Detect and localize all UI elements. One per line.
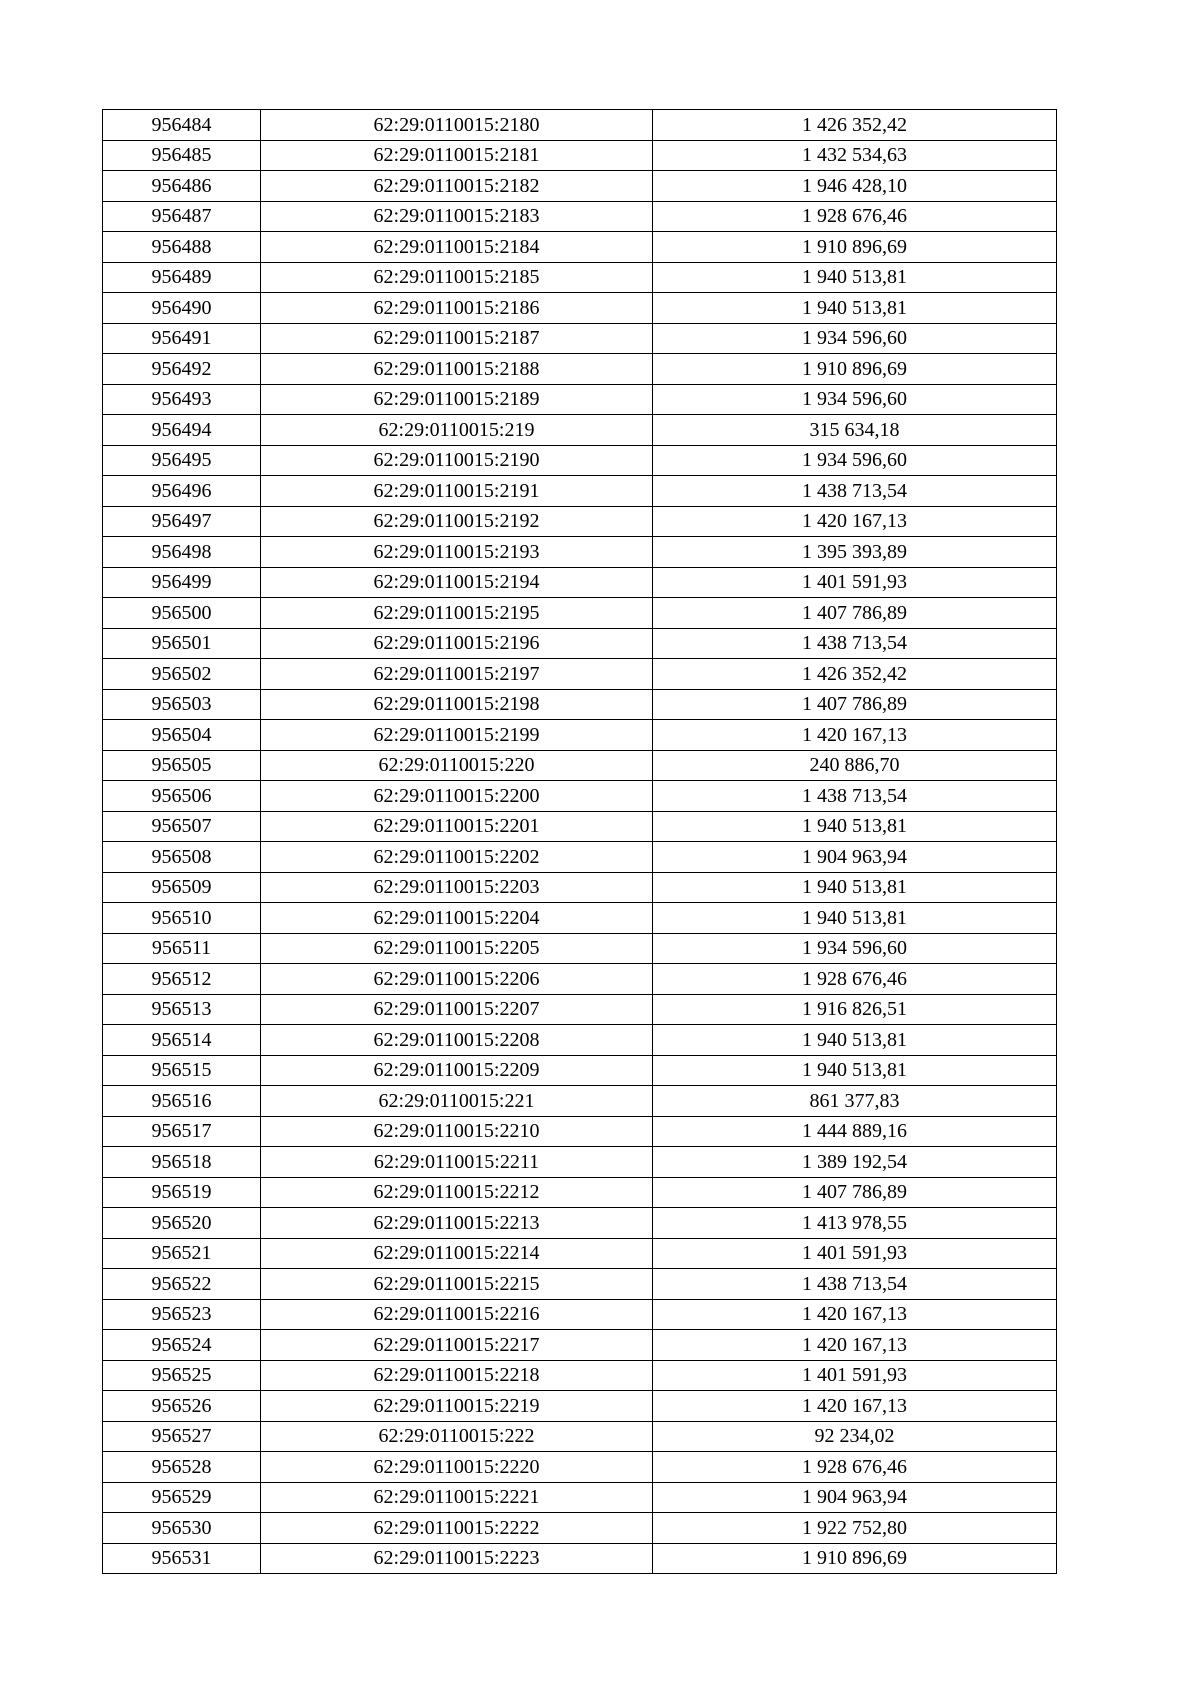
cadastral-number-cell: 62:29:0110015:2187 [261,323,653,354]
row-number-cell: 956493 [103,384,261,415]
cadastral-number-cell: 62:29:0110015:221 [261,1086,653,1117]
row-number-cell: 956498 [103,537,261,568]
table-row [103,293,1057,324]
cadastral-number-cell: 62:29:0110015:222 [261,1421,653,1452]
cadastral-number-cell: 62:29:0110015:2196 [261,628,653,659]
row-number-cell: 956501 [103,628,261,659]
cadastral-number-cell: 62:29:0110015:2188 [261,354,653,385]
row-number-cell: 956491 [103,323,261,354]
cadastral-number-cell: 62:29:0110015:2206 [261,964,653,995]
cadastral-value-cell: 1 916 826,51 [653,994,1057,1025]
table-row [103,567,1057,598]
row-number-cell: 956529 [103,1482,261,1513]
cadastral-number-cell: 62:29:0110015:2201 [261,811,653,842]
table-row [103,659,1057,690]
cadastral-number-cell: 62:29:0110015:2191 [261,476,653,507]
row-number-cell: 956503 [103,689,261,720]
row-number-cell: 956485 [103,140,261,171]
row-number-cell: 956494 [103,415,261,446]
table-row [103,1208,1057,1239]
cadastral-value-cell: 1 407 786,89 [653,689,1057,720]
row-number-cell: 956509 [103,872,261,903]
cadastral-value-cell: 1 401 591,93 [653,1238,1057,1269]
row-number-cell: 956527 [103,1421,261,1452]
cadastral-number-cell: 62:29:0110015:220 [261,750,653,781]
table-row [103,201,1057,232]
cadastral-number-cell: 62:29:0110015:2204 [261,903,653,934]
cadastral-number-cell: 62:29:0110015:2215 [261,1269,653,1300]
table-row [103,476,1057,507]
cadastral-number-cell: 62:29:0110015:2216 [261,1299,653,1330]
table-row [103,171,1057,202]
row-number-cell: 956506 [103,781,261,812]
table-row [103,354,1057,385]
cadastral-value-cell: 1 413 978,55 [653,1208,1057,1239]
table-row [103,1330,1057,1361]
table-row [103,110,1057,141]
cadastral-value-cell: 1 438 713,54 [653,781,1057,812]
cadastral-value-cell: 1 940 513,81 [653,811,1057,842]
cadastral-value-cell: 1 401 591,93 [653,567,1057,598]
cadastral-number-cell: 62:29:0110015:219 [261,415,653,446]
row-number-cell: 956531 [103,1543,261,1574]
table-row [103,1086,1057,1117]
cadastral-value-cell: 1 904 963,94 [653,842,1057,873]
cadastral-number-cell: 62:29:0110015:2193 [261,537,653,568]
table-row [103,1452,1057,1483]
cadastral-value-cell: 1 910 896,69 [653,1543,1057,1574]
cadastral-number-cell: 62:29:0110015:2203 [261,872,653,903]
cadastral-number-cell: 62:29:0110015:2211 [261,1147,653,1178]
cadastral-value-cell: 1 910 896,69 [653,354,1057,385]
row-number-cell: 956528 [103,1452,261,1483]
table-row [103,140,1057,171]
cadastral-number-cell: 62:29:0110015:2198 [261,689,653,720]
cadastral-value-cell: 1 940 513,81 [653,262,1057,293]
row-number-cell: 956490 [103,293,261,324]
cadastral-value-cell: 240 886,70 [653,750,1057,781]
row-number-cell: 956505 [103,750,261,781]
table-row [103,750,1057,781]
cadastral-value-cell: 92 234,02 [653,1421,1057,1452]
row-number-cell: 956510 [103,903,261,934]
table-row [103,933,1057,964]
table-row [103,1269,1057,1300]
row-number-cell: 956523 [103,1299,261,1330]
table-row [103,720,1057,751]
cadastral-number-cell: 62:29:0110015:2194 [261,567,653,598]
row-number-cell: 956508 [103,842,261,873]
cadastral-value-cell: 1 426 352,42 [653,659,1057,690]
cadastral-value-cell: 1 395 393,89 [653,537,1057,568]
cadastral-value-cell: 1 910 896,69 [653,232,1057,263]
row-number-cell: 956514 [103,1025,261,1056]
cadastral-number-cell: 62:29:0110015:2212 [261,1177,653,1208]
row-number-cell: 956489 [103,262,261,293]
cadastral-number-cell: 62:29:0110015:2183 [261,201,653,232]
table-row [103,598,1057,629]
cadastral-value-cell: 1 407 786,89 [653,1177,1057,1208]
table-row [103,445,1057,476]
table-row [103,1025,1057,1056]
cadastral-number-cell: 62:29:0110015:2218 [261,1360,653,1391]
row-number-cell: 956517 [103,1116,261,1147]
table-row [103,537,1057,568]
cadastral-value-cell: 1 407 786,89 [653,598,1057,629]
row-number-cell: 956492 [103,354,261,385]
table-row [103,1391,1057,1422]
cadastral-number-cell: 62:29:0110015:2220 [261,1452,653,1483]
row-number-cell: 956519 [103,1177,261,1208]
row-number-cell: 956512 [103,964,261,995]
cadastral-value-cell: 1 904 963,94 [653,1482,1057,1513]
cadastral-value-cell: 1 922 752,80 [653,1513,1057,1544]
cadastral-number-cell: 62:29:0110015:2219 [261,1391,653,1422]
cadastral-number-cell: 62:29:0110015:2214 [261,1238,653,1269]
cadastral-value-cell: 1 420 167,13 [653,506,1057,537]
cadastral-value-cell: 1 426 352,42 [653,110,1057,141]
cadastral-value-cell: 1 420 167,13 [653,1330,1057,1361]
cadastral-number-cell: 62:29:0110015:2195 [261,598,653,629]
cadastral-number-cell: 62:29:0110015:2197 [261,659,653,690]
row-number-cell: 956502 [103,659,261,690]
table-row [103,903,1057,934]
cadastral-value-cell: 1 389 192,54 [653,1147,1057,1178]
cadastral-number-cell: 62:29:0110015:2217 [261,1330,653,1361]
cadastral-value-cell: 1 940 513,81 [653,1025,1057,1056]
cadastral-number-cell: 62:29:0110015:2221 [261,1482,653,1513]
cadastral-number-cell: 62:29:0110015:2180 [261,110,653,141]
cadastral-value-cell: 1 934 596,60 [653,445,1057,476]
cadastral-number-cell: 62:29:0110015:2190 [261,445,653,476]
row-number-cell: 956500 [103,598,261,629]
row-number-cell: 956497 [103,506,261,537]
cadastral-value-cell: 1 438 713,54 [653,1269,1057,1300]
row-number-cell: 956522 [103,1269,261,1300]
table-row [103,1238,1057,1269]
row-number-cell: 956518 [103,1147,261,1178]
cadastral-number-cell: 62:29:0110015:2209 [261,1055,653,1086]
row-number-cell: 956520 [103,1208,261,1239]
table-row [103,1421,1057,1452]
cadastral-number-cell: 62:29:0110015:2189 [261,384,653,415]
row-number-cell: 956504 [103,720,261,751]
table-row [103,872,1057,903]
cadastral-number-cell: 62:29:0110015:2205 [261,933,653,964]
cadastral-number-cell: 62:29:0110015:2223 [261,1543,653,1574]
cadastral-number-cell: 62:29:0110015:2213 [261,1208,653,1239]
cadastral-number-cell: 62:29:0110015:2210 [261,1116,653,1147]
cadastral-number-cell: 62:29:0110015:2207 [261,994,653,1025]
table-row [103,323,1057,354]
cadastral-value-cell: 1 946 428,10 [653,171,1057,202]
row-number-cell: 956496 [103,476,261,507]
cadastral-value-cell: 1 420 167,13 [653,720,1057,751]
table-row [103,1482,1057,1513]
cadastral-number-cell: 62:29:0110015:2185 [261,262,653,293]
cadastral-number-cell: 62:29:0110015:2186 [261,293,653,324]
cadastral-value-cell: 1 438 713,54 [653,476,1057,507]
table-row [103,811,1057,842]
table-row [103,1513,1057,1544]
table-row [103,1299,1057,1330]
cadastral-value-cell: 1 438 713,54 [653,628,1057,659]
cadastral-number-cell: 62:29:0110015:2208 [261,1025,653,1056]
cadastral-number-cell: 62:29:0110015:2200 [261,781,653,812]
row-number-cell: 956495 [103,445,261,476]
cadastral-value-cell: 1 940 513,81 [653,903,1057,934]
cadastral-number-cell: 62:29:0110015:2202 [261,842,653,873]
cadastral-value-cell: 1 928 676,46 [653,201,1057,232]
table-row [103,384,1057,415]
row-number-cell: 956487 [103,201,261,232]
row-number-cell: 956513 [103,994,261,1025]
table-row [103,1147,1057,1178]
row-number-cell: 956488 [103,232,261,263]
table-row [103,781,1057,812]
table-row [103,1055,1057,1086]
cadastral-value-cell: 1 432 534,63 [653,140,1057,171]
table-body [103,110,1057,1574]
cadastral-value-cell: 1 934 596,60 [653,323,1057,354]
table-row [103,994,1057,1025]
cadastral-value-cell: 1 940 513,81 [653,1055,1057,1086]
table-row [103,232,1057,263]
table-row [103,964,1057,995]
table-row [103,506,1057,537]
table-row [103,1360,1057,1391]
cadastral-value-cell: 1 928 676,46 [653,1452,1057,1483]
cadastral-number-cell: 62:29:0110015:2222 [261,1513,653,1544]
row-number-cell: 956515 [103,1055,261,1086]
cadastral-value-cell: 1 420 167,13 [653,1391,1057,1422]
cadastral-number-cell: 62:29:0110015:2182 [261,171,653,202]
table-row [103,1177,1057,1208]
row-number-cell: 956507 [103,811,261,842]
table-row [103,262,1057,293]
row-number-cell: 956521 [103,1238,261,1269]
cadastral-value-cell: 1 934 596,60 [653,384,1057,415]
table-row [103,842,1057,873]
table-row [103,1116,1057,1147]
cadastral-value-cell: 1 420 167,13 [653,1299,1057,1330]
cadastral-value-cell: 1 928 676,46 [653,964,1057,995]
row-number-cell: 956526 [103,1391,261,1422]
row-number-cell: 956499 [103,567,261,598]
row-number-cell: 956486 [103,171,261,202]
cadastral-value-cell: 861 377,83 [653,1086,1057,1117]
row-number-cell: 956484 [103,110,261,141]
table-row [103,1543,1057,1574]
cadastral-value-cell: 1 934 596,60 [653,933,1057,964]
row-number-cell: 956530 [103,1513,261,1544]
row-number-cell: 956511 [103,933,261,964]
cadastral-value-cell: 1 940 513,81 [653,293,1057,324]
table-row [103,628,1057,659]
cadastral-value-table [102,109,1057,1574]
row-number-cell: 956524 [103,1330,261,1361]
cadastral-value-cell: 315 634,18 [653,415,1057,446]
row-number-cell: 956516 [103,1086,261,1117]
cadastral-number-cell: 62:29:0110015:2184 [261,232,653,263]
cadastral-value-cell: 1 940 513,81 [653,872,1057,903]
table-row [103,689,1057,720]
cadastral-value-cell: 1 401 591,93 [653,1360,1057,1391]
cadastral-value-cell: 1 444 889,16 [653,1116,1057,1147]
row-number-cell: 956525 [103,1360,261,1391]
cadastral-number-cell: 62:29:0110015:2192 [261,506,653,537]
cadastral-number-cell: 62:29:0110015:2199 [261,720,653,751]
table-row [103,415,1057,446]
cadastral-number-cell: 62:29:0110015:2181 [261,140,653,171]
